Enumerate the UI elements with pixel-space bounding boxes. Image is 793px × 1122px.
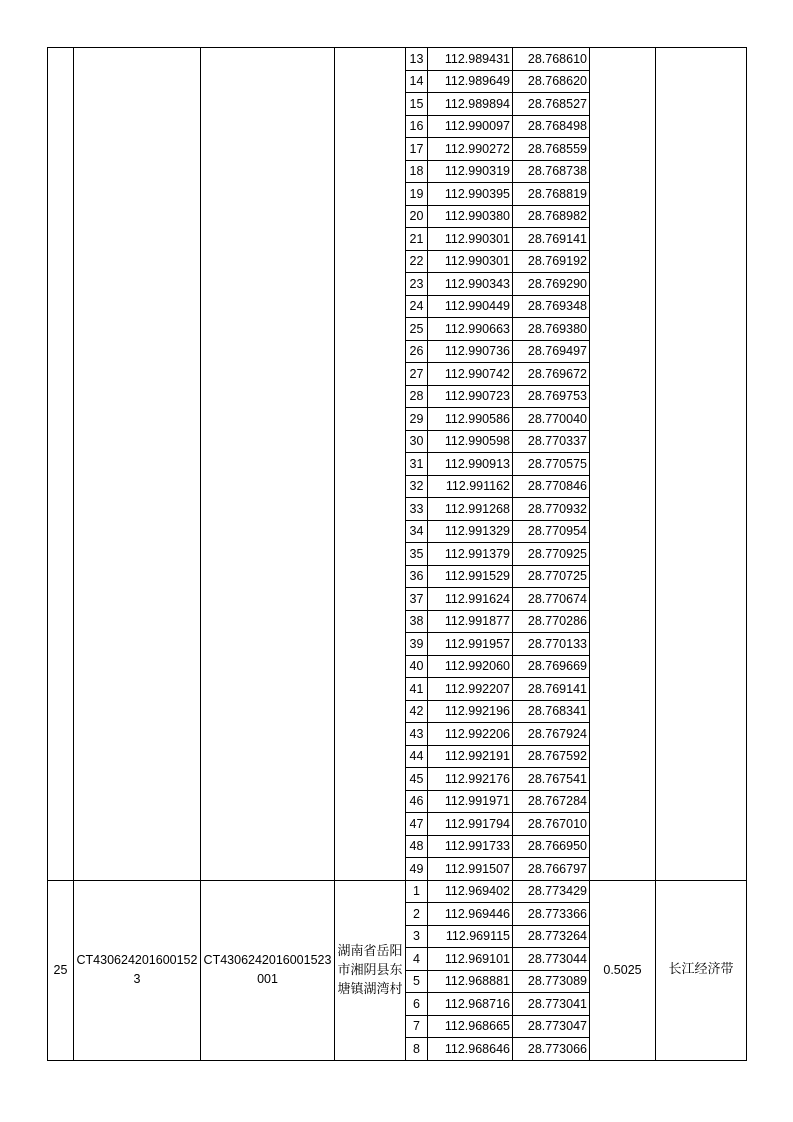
latitude-cell: 28.770040 [513, 408, 590, 431]
longitude-cell: 112.990301 [428, 228, 513, 251]
longitude-cell: 112.992060 [428, 655, 513, 678]
longitude-cell: 112.992207 [428, 678, 513, 701]
point-number: 34 [406, 520, 428, 543]
longitude-cell: 112.991957 [428, 633, 513, 656]
point-number: 24 [406, 295, 428, 318]
latitude-cell: 28.768738 [513, 160, 590, 183]
latitude-cell: 28.768610 [513, 48, 590, 71]
latitude-cell: 28.769141 [513, 678, 590, 701]
longitude-cell: 112.990319 [428, 160, 513, 183]
longitude-cell: 112.991529 [428, 565, 513, 588]
longitude-cell: 112.991624 [428, 588, 513, 611]
latitude-cell: 28.768498 [513, 115, 590, 138]
point-number: 21 [406, 228, 428, 251]
latitude-cell: 28.770575 [513, 453, 590, 476]
zone-cell-prev [656, 48, 747, 881]
longitude-cell: 112.989431 [428, 48, 513, 71]
point-number: 17 [406, 138, 428, 161]
point-number: 16 [406, 115, 428, 138]
longitude-cell: 112.990272 [428, 138, 513, 161]
latitude-cell: 28.769753 [513, 385, 590, 408]
record-id2: CT4306242016001523001 [201, 880, 335, 1060]
point-number: 37 [406, 588, 428, 611]
longitude-cell: 112.990598 [428, 430, 513, 453]
point-number: 5 [406, 970, 428, 993]
latitude-cell: 28.767010 [513, 813, 590, 836]
longitude-cell: 112.991329 [428, 520, 513, 543]
point-number: 35 [406, 543, 428, 566]
point-number: 28 [406, 385, 428, 408]
latitude-cell: 28.773366 [513, 903, 590, 926]
latitude-cell: 28.770954 [513, 520, 590, 543]
latitude-cell: 28.770925 [513, 543, 590, 566]
longitude-cell: 112.989894 [428, 93, 513, 116]
point-number: 46 [406, 790, 428, 813]
point-number: 48 [406, 835, 428, 858]
latitude-cell: 28.768527 [513, 93, 590, 116]
point-number: 44 [406, 745, 428, 768]
latitude-cell: 28.769192 [513, 250, 590, 273]
latitude-cell: 28.773089 [513, 970, 590, 993]
latitude-cell: 28.773264 [513, 925, 590, 948]
longitude-cell: 112.991877 [428, 610, 513, 633]
point-number: 38 [406, 610, 428, 633]
longitude-cell: 112.990097 [428, 115, 513, 138]
longitude-cell: 112.968716 [428, 993, 513, 1016]
latitude-cell: 28.769348 [513, 295, 590, 318]
longitude-cell: 112.969101 [428, 948, 513, 971]
longitude-cell: 112.968881 [428, 970, 513, 993]
point-number: 41 [406, 678, 428, 701]
longitude-cell: 112.991379 [428, 543, 513, 566]
latitude-cell: 28.767541 [513, 768, 590, 791]
latitude-cell: 28.773066 [513, 1038, 590, 1061]
latitude-cell: 28.768982 [513, 205, 590, 228]
point-number: 4 [406, 948, 428, 971]
longitude-cell: 112.969402 [428, 880, 513, 903]
record-seq: 25 [48, 880, 74, 1060]
record-location: 湖南省岳阳市湘阴县东塘镇湖湾村 [335, 880, 406, 1060]
longitude-cell: 112.991971 [428, 790, 513, 813]
point-number: 32 [406, 475, 428, 498]
point-number: 7 [406, 1015, 428, 1038]
table-body [48, 48, 747, 1061]
point-number: 42 [406, 700, 428, 723]
point-number: 18 [406, 160, 428, 183]
longitude-cell: 112.991268 [428, 498, 513, 521]
table-row [48, 48, 747, 71]
longitude-cell: 112.990742 [428, 363, 513, 386]
point-number: 13 [406, 48, 428, 71]
latitude-cell: 28.770725 [513, 565, 590, 588]
latitude-cell: 28.770133 [513, 633, 590, 656]
latitude-cell: 28.766950 [513, 835, 590, 858]
point-number: 49 [406, 858, 428, 881]
record-id1: CT4306242016001523 [74, 880, 201, 1060]
point-number: 30 [406, 430, 428, 453]
record-area: 0.5025 [590, 880, 656, 1060]
point-number: 43 [406, 723, 428, 746]
area-cell-prev [590, 48, 656, 881]
coordinate-table [47, 47, 747, 1061]
longitude-cell: 112.990395 [428, 183, 513, 206]
point-number: 26 [406, 340, 428, 363]
point-number: 3 [406, 925, 428, 948]
latitude-cell: 28.773429 [513, 880, 590, 903]
latitude-cell: 28.769669 [513, 655, 590, 678]
longitude-cell: 112.968646 [428, 1038, 513, 1061]
point-number: 47 [406, 813, 428, 836]
longitude-cell: 112.969115 [428, 925, 513, 948]
point-number: 40 [406, 655, 428, 678]
point-number: 20 [406, 205, 428, 228]
id2-cell-prev [201, 48, 335, 881]
longitude-cell: 112.991794 [428, 813, 513, 836]
longitude-cell: 112.990343 [428, 273, 513, 296]
latitude-cell: 28.769380 [513, 318, 590, 341]
latitude-cell: 28.768341 [513, 700, 590, 723]
point-number: 2 [406, 903, 428, 926]
point-number: 6 [406, 993, 428, 1016]
id1-cell-prev [74, 48, 201, 881]
latitude-cell: 28.773047 [513, 1015, 590, 1038]
longitude-cell: 112.992176 [428, 768, 513, 791]
latitude-cell: 28.770932 [513, 498, 590, 521]
table-row [48, 880, 747, 903]
point-number: 22 [406, 250, 428, 273]
point-number: 19 [406, 183, 428, 206]
latitude-cell: 28.768819 [513, 183, 590, 206]
latitude-cell: 28.769497 [513, 340, 590, 363]
point-number: 23 [406, 273, 428, 296]
longitude-cell: 112.992196 [428, 700, 513, 723]
latitude-cell: 28.767924 [513, 723, 590, 746]
longitude-cell: 112.990449 [428, 295, 513, 318]
point-number: 8 [406, 1038, 428, 1061]
point-number: 14 [406, 70, 428, 93]
point-number: 29 [406, 408, 428, 431]
longitude-cell: 112.992206 [428, 723, 513, 746]
longitude-cell: 112.969446 [428, 903, 513, 926]
latitude-cell: 28.770286 [513, 610, 590, 633]
point-number: 25 [406, 318, 428, 341]
longitude-cell: 112.991733 [428, 835, 513, 858]
latitude-cell: 28.768559 [513, 138, 590, 161]
longitude-cell: 112.990380 [428, 205, 513, 228]
latitude-cell: 28.769141 [513, 228, 590, 251]
point-number: 36 [406, 565, 428, 588]
latitude-cell: 28.769672 [513, 363, 590, 386]
location-cell-prev [335, 48, 406, 881]
longitude-cell: 112.989649 [428, 70, 513, 93]
latitude-cell: 28.766797 [513, 858, 590, 881]
latitude-cell: 28.770846 [513, 475, 590, 498]
latitude-cell: 28.769290 [513, 273, 590, 296]
latitude-cell: 28.773044 [513, 948, 590, 971]
record-zone: 长江经济带 [656, 880, 747, 1060]
longitude-cell: 112.991162 [428, 475, 513, 498]
longitude-cell: 112.992191 [428, 745, 513, 768]
longitude-cell: 112.990663 [428, 318, 513, 341]
seq-cell-prev [48, 48, 74, 881]
latitude-cell: 28.770337 [513, 430, 590, 453]
longitude-cell: 112.990913 [428, 453, 513, 476]
longitude-cell: 112.991507 [428, 858, 513, 881]
latitude-cell: 28.773041 [513, 993, 590, 1016]
point-number: 1 [406, 880, 428, 903]
latitude-cell: 28.767592 [513, 745, 590, 768]
point-number: 33 [406, 498, 428, 521]
point-number: 45 [406, 768, 428, 791]
point-number: 31 [406, 453, 428, 476]
longitude-cell: 112.990586 [428, 408, 513, 431]
point-number: 15 [406, 93, 428, 116]
point-number: 39 [406, 633, 428, 656]
point-number: 27 [406, 363, 428, 386]
longitude-cell: 112.990723 [428, 385, 513, 408]
longitude-cell: 112.990301 [428, 250, 513, 273]
longitude-cell: 112.968665 [428, 1015, 513, 1038]
longitude-cell: 112.990736 [428, 340, 513, 363]
latitude-cell: 28.770674 [513, 588, 590, 611]
latitude-cell: 28.767284 [513, 790, 590, 813]
latitude-cell: 28.768620 [513, 70, 590, 93]
